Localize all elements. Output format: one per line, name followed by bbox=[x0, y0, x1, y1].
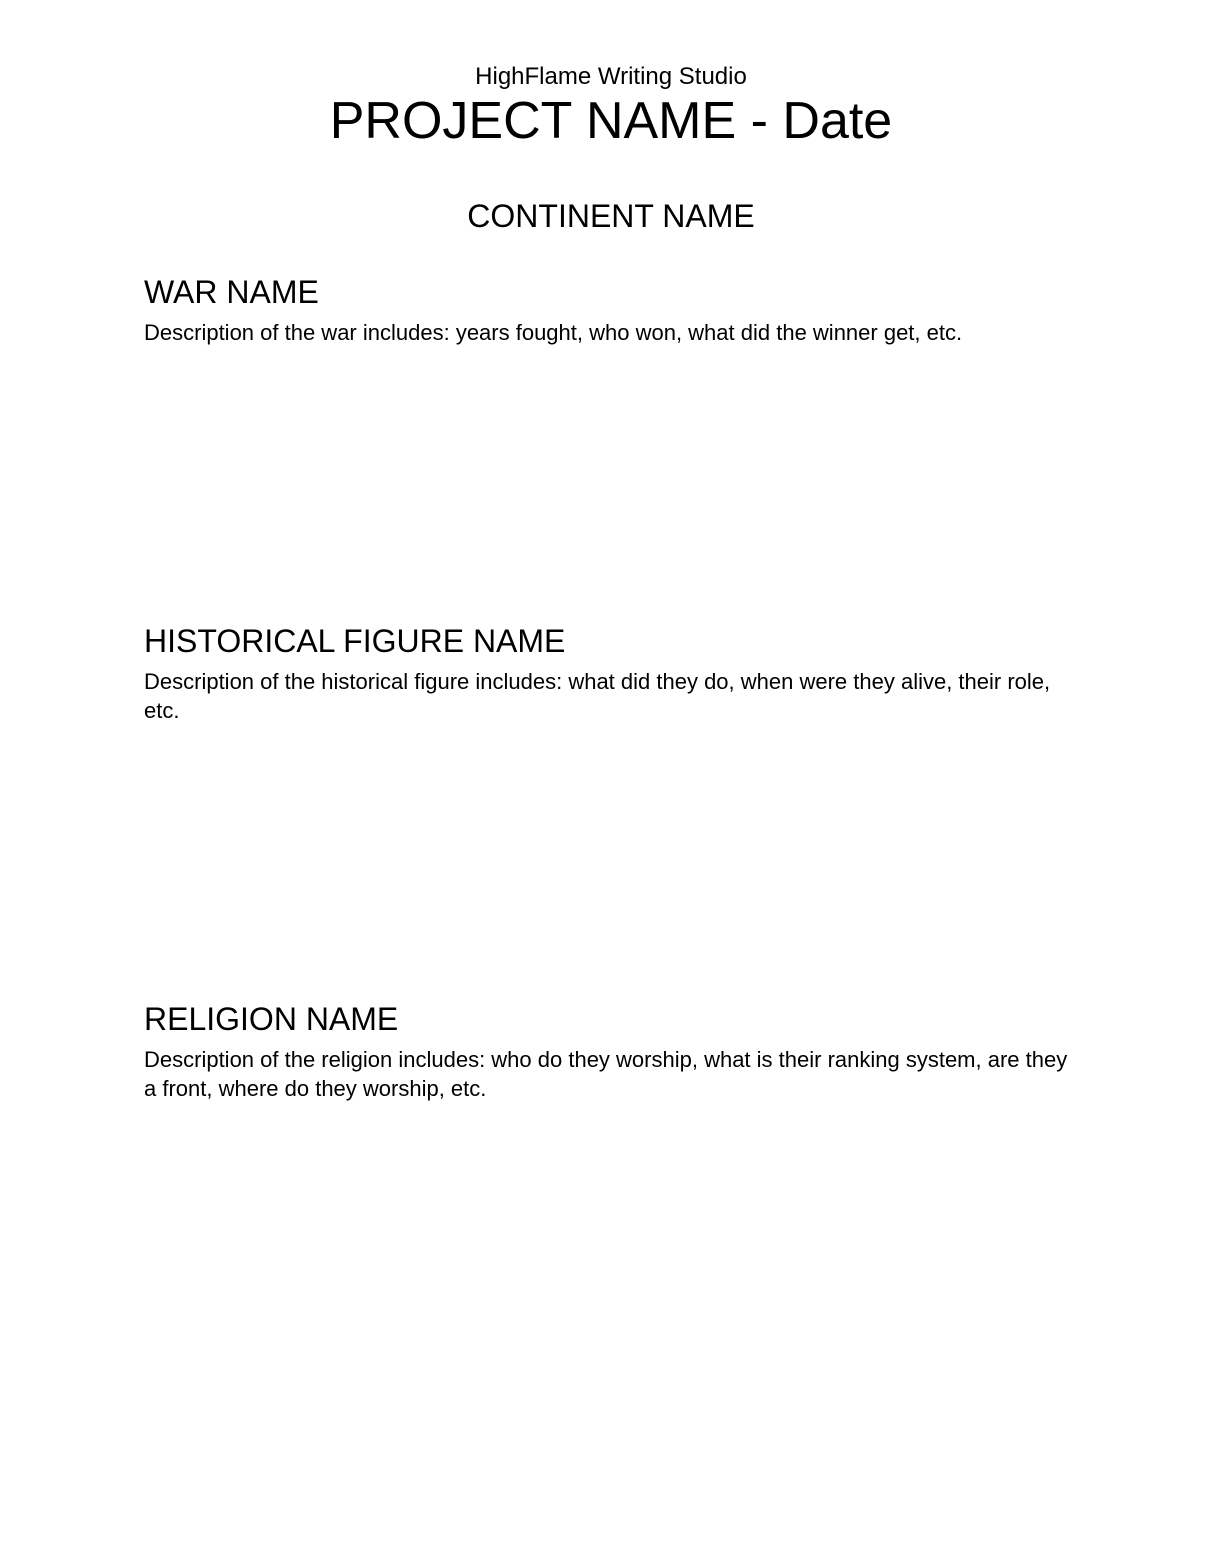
war-section bbox=[144, 272, 1079, 347]
religion-heading: RELIGION NAME bbox=[144, 1001, 399, 1037]
religion-section bbox=[144, 999, 1079, 1103]
religion-description: Description of the religion includes: who do they worship, what is their ranking system, are they a front, where do they worship, etc. bbox=[144, 1047, 1068, 1101]
war-heading: WAR NAME bbox=[144, 274, 319, 310]
studio-name: HighFlame Writing Studio bbox=[475, 63, 747, 90]
historical-figure-section bbox=[144, 621, 1079, 725]
historical-figure-description: Description of the historical figure includes: what did they do, when were they alive, their role, etc. bbox=[144, 669, 1051, 723]
continent-heading: CONTINENT NAME bbox=[467, 198, 755, 234]
page-title: PROJECT NAME - Date bbox=[329, 92, 893, 150]
historical-figure-heading: HISTORICAL FIGURE NAME bbox=[144, 623, 566, 659]
war-description: Description of the war includes: years fought, who won, what did the winner get, etc. bbox=[144, 320, 963, 345]
